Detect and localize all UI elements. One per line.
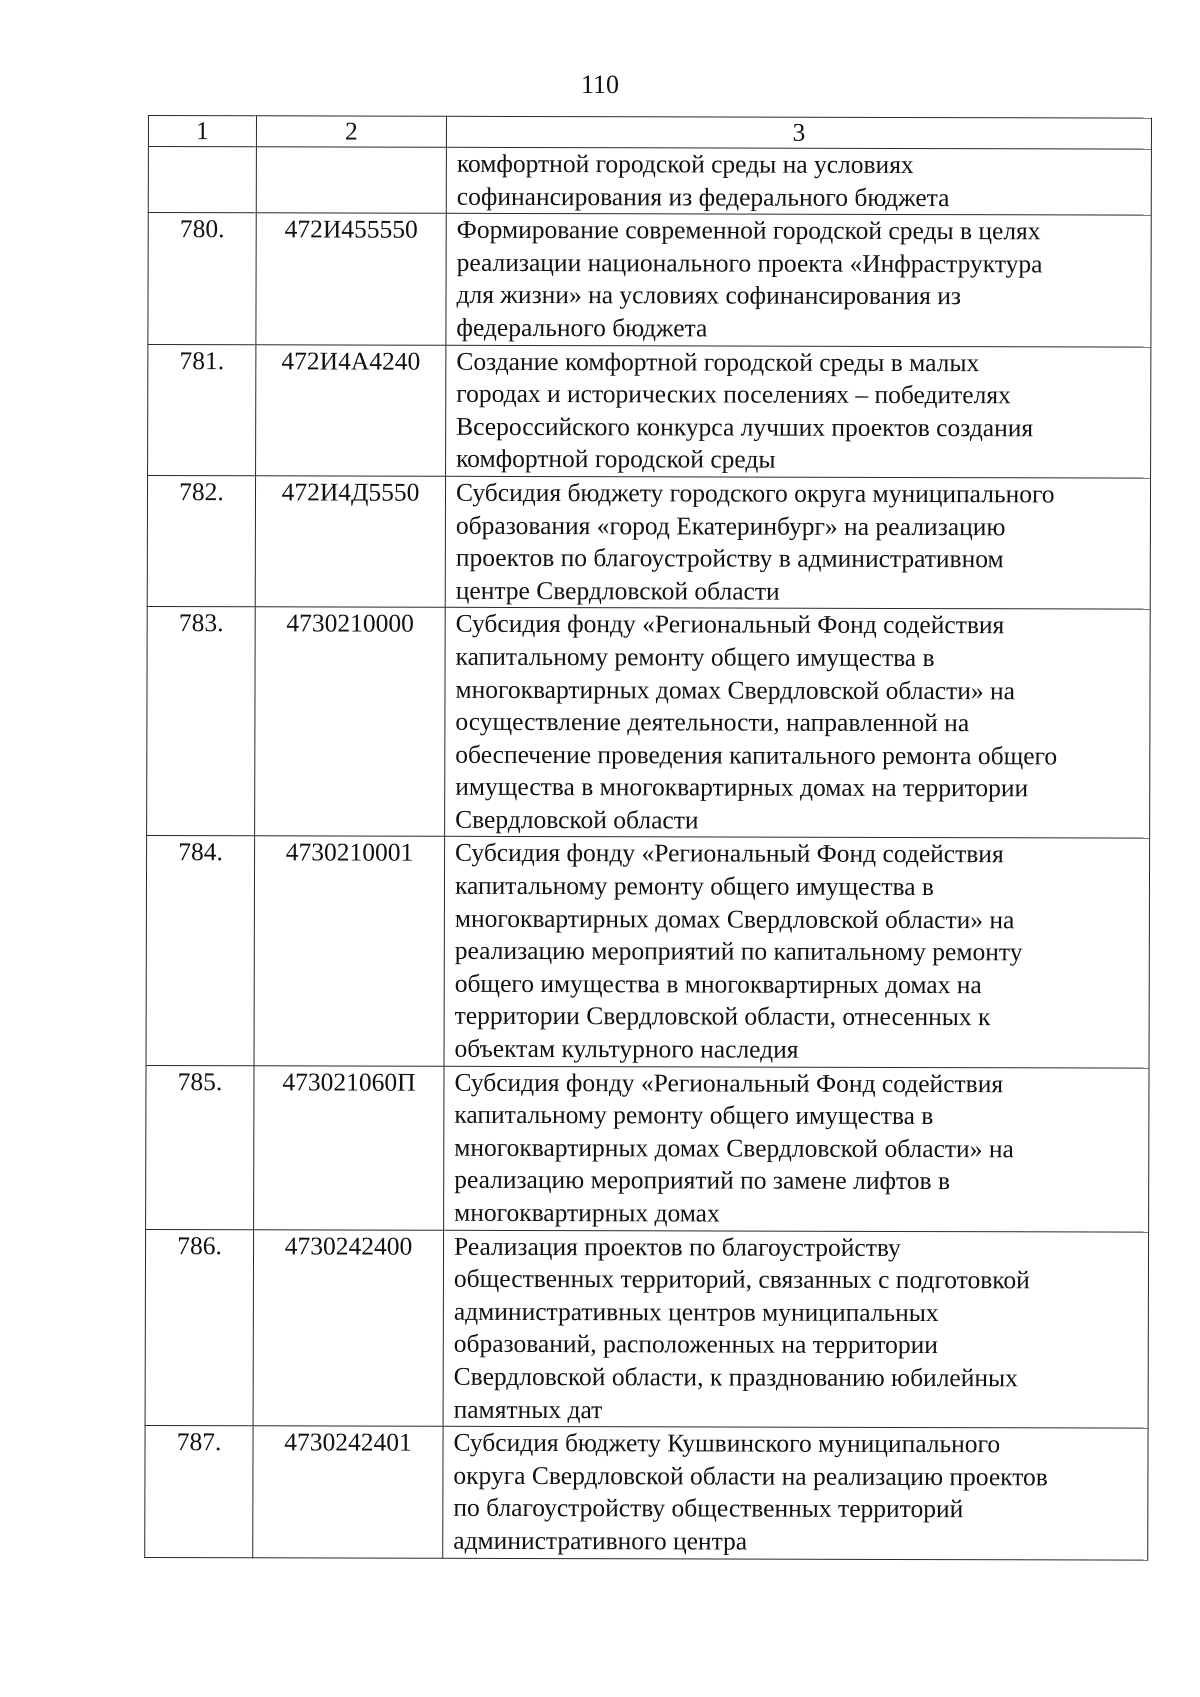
description-line: многоквартирных домах Свердловской области» на [454, 1132, 1014, 1164]
description-line: многоквартирных домах Свердловской области» на [455, 674, 1016, 705]
header-col-3: 3 [446, 116, 1151, 149]
table-row [145, 1426, 1148, 1560]
row-description [445, 608, 1151, 839]
description-line: для жизни» на условиях софинансирования из [456, 280, 962, 311]
row-number: 782. [147, 475, 255, 607]
description-line: многоквартирных домах [454, 1197, 720, 1228]
description-line: Создание комфортной городской среды в малых [456, 346, 980, 377]
description-line: образований, расположенных на территории [453, 1329, 938, 1360]
description-line: центре Свердловской области [455, 575, 780, 606]
row-description [446, 147, 1151, 215]
description-line: общего имущества в многоквартирных домах на [454, 968, 982, 1000]
table-row [148, 344, 1151, 478]
description-line: городах и исторических поселениях – победителях [456, 378, 1011, 410]
description-line: Субсидия фонду «Региональный Фонд содействия [455, 609, 1005, 640]
description-line: многоквартирных домах Свердловской области» на [454, 903, 1015, 934]
description-line: комфортной городской среды на условиях [456, 148, 914, 180]
row-number: 780. [148, 213, 256, 345]
description-line: Формирование современной городской среды в целях [456, 214, 1041, 246]
description-line: округа Свердловской области на реализацию проектов [453, 1460, 1048, 1492]
table-row [146, 836, 1150, 1068]
description-line: Субсидия фонду «Региональный Фонд содействия [454, 1067, 1004, 1098]
row-code: 4730210000 [255, 607, 446, 837]
table-row [147, 475, 1150, 609]
description-line: реализации национального проекта «Инфраструктура [456, 247, 1043, 279]
row-description [446, 213, 1151, 346]
table-row [148, 147, 1151, 216]
description-line: Субсидия бюджету Кушвинского муниципального [453, 1427, 1001, 1459]
row-description [443, 1426, 1148, 1559]
row-code: 4730242400 [253, 1229, 444, 1426]
description-line: территории Свердловской области, отнесенных к [454, 1001, 991, 1032]
row-code: 472И4Д5550 [255, 476, 445, 608]
description-line: Реализация проектов по благоустройству [454, 1231, 901, 1262]
description-line: проектов по благоустройству в административном [455, 542, 1004, 574]
description-line: Всероссийского конкурса лучших проектов создания [456, 411, 1034, 443]
description-line: капитальному ремонту общего имущества в [455, 641, 935, 672]
page-number: 110 [580, 70, 620, 99]
description-line: образования «город Екатеринбург» на реализацию [455, 510, 1006, 541]
row-code: 4730242401 [253, 1426, 443, 1558]
table-row [145, 1229, 1149, 1428]
row-code: 472И4А4240 [256, 344, 446, 476]
row-description [444, 1066, 1149, 1232]
table-body [145, 147, 1152, 1560]
description-line: капитальному ремонту общего имущества в [454, 870, 935, 902]
description-line: Свердловской области [455, 804, 699, 835]
row-number: 781. [148, 344, 256, 476]
description-line: объектам культурного наследия [454, 1033, 799, 1064]
description-line: Свердловской области, к празднованию юбилейных [453, 1361, 1018, 1393]
row-number: 787. [145, 1426, 253, 1558]
header-col-1: 1 [148, 116, 256, 147]
row-code [256, 147, 446, 214]
row-description [445, 476, 1150, 609]
description-line: Субсидия фонду «Региональный Фонд содействия [455, 838, 1004, 869]
document-table [144, 115, 1152, 1560]
row-number: 783. [147, 607, 256, 836]
description-line: памятных дат [453, 1394, 603, 1424]
table-row [147, 607, 1151, 839]
description-line: по благоустройству общественных территорий [453, 1493, 964, 1524]
description-line: Субсидия бюджету городского округа муниципального [455, 477, 1055, 509]
row-number [148, 147, 256, 213]
description-line: имущества в многоквартирных домах на территории [455, 772, 1029, 803]
description-line: общественных территорий, связанных с подготовкой [453, 1263, 1030, 1295]
table-header [148, 116, 1151, 150]
description-line: административного центра [453, 1525, 748, 1556]
row-description [444, 837, 1150, 1068]
row-number: 786. [145, 1229, 254, 1426]
description-line: капитальному ремонту общего имущества в [454, 1100, 934, 1131]
row-description [446, 345, 1151, 478]
row-code: 473021060П [254, 1065, 444, 1229]
row-number: 785. [146, 1065, 254, 1229]
row-number: 784. [146, 836, 255, 1065]
header-row [148, 116, 1151, 150]
row-description [443, 1230, 1149, 1428]
row-code: 4730210001 [254, 836, 445, 1066]
description-line: комфортной городской среды [456, 444, 776, 474]
header-col-2: 2 [256, 116, 446, 147]
description-line: реализацию мероприятий по капитальному ремонту [454, 936, 1023, 967]
table-row [146, 1065, 1149, 1232]
description-line: федерального бюджета [456, 312, 708, 343]
description-line: обеспечение проведения капитального ремонта общего [455, 739, 1058, 771]
description-line: софинансирования из федерального бюджета [456, 181, 950, 212]
description-line: административных центров муниципальных [453, 1296, 939, 1327]
table-row [148, 213, 1151, 347]
row-code: 472И455550 [256, 213, 446, 345]
description-line: реализацию мероприятий по замене лифтов в [454, 1165, 951, 1196]
description-line: осуществление деятельности, направленной на [455, 706, 970, 738]
